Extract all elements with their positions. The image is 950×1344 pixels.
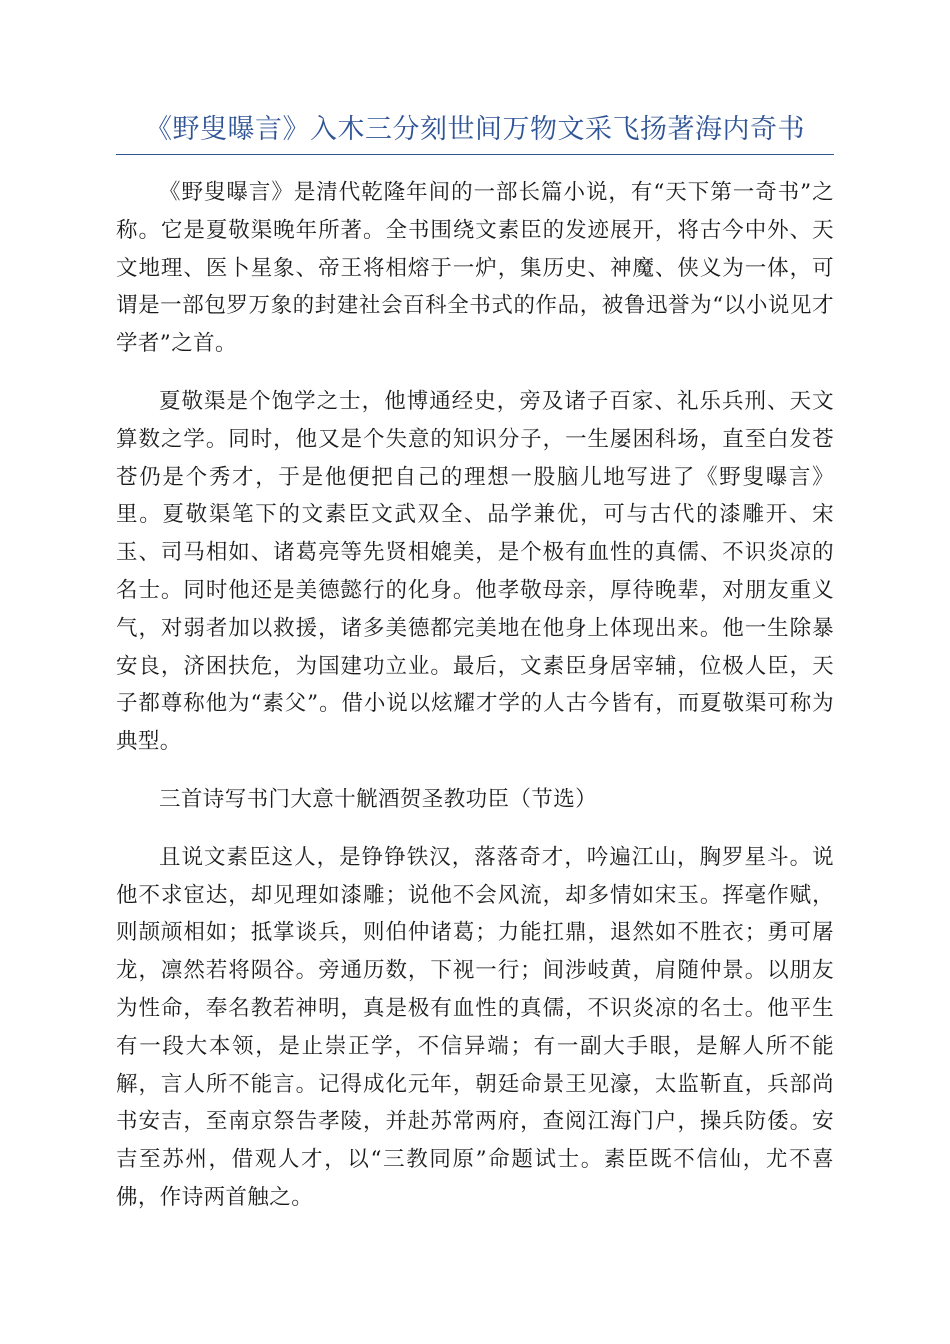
section-heading: 三首诗写书门大意十觥酒贺圣教功臣（节选） — [159, 786, 598, 812]
paragraph-excerpt: 且说文素臣这人，是铮铮铁汉，落落奇才，吟遍江山，胸罗星斗。说他不求宦达，却见理如漆雕；说他不会风流，却多情如宋玉。挥毫作赋，则颉颃相如；抵掌谈兵，则伯仲诸葛；力能扛鼎，退然如不胜衣；勇可屠龙，凛然若将陨谷。旁通历数，下视一行；间涉岐黄，肩随仲景。以朋友为性命，奉名教若神明，真是极有血性的真儒，不识炎凉的名士。他平生有一段大本领，是止崇正学，不信异端；有一副大手眼，是解人所不能解，言人所不能言。记得成化元年，朝廷命景王见濠，太监靳直，兵部尚书安吉，至南京祭告孝陵，并赴苏常两府，查阅江海门户，操兵防倭。安吉至苏州，借观人才，以“三教同原”命题试士。素臣既不信仙，尤不喜佛，作诗两首触之。 — [116, 844, 834, 1210]
document-title: 《野叟曝言》入木三分刻世间万物文采飞扬著海内奇书 — [145, 114, 805, 145]
paragraph-author: 夏敬渠是个饱学之士，他博通经史，旁及诸子百家、礼乐兵刑、天文算数之学。同时，他又是个失意的知识分子，一生屡困科场，直至白发苍苍仍是个秀才，于是他便把自己的理想一股脑儿地写进了《野叟曝言》里。夏敬渠笔下的文素臣文武双全、品学兼优，可与古代的漆雕开、宋玉、司马相如、诸葛亮等先贤相媲美，是个极有血性的真儒、不识炎凉的名士。同时他还是美德懿行的化身。他孝敬母亲，厚待晚辈，对朋友重义气，对弱者加以救援，诸多美德都完美地在他身上体现出来。他一生除暴安良，济困扶危，为国建功立业。最后，文素臣身居宰辅，位极人臣，天子都尊称他为“素父”。借小说以炫耀才学的人古今皆有，而夏敬渠可称为典型。 — [116, 388, 834, 755]
title-block — [116, 110, 834, 155]
document-body — [116, 174, 834, 1237]
paragraph-intro: 《野叟曝言》是清代乾隆年间的一部长篇小说，有“天下第一奇书”之称。它是夏敬渠晚年所著。全书围绕文素臣的发迹展开，将古今中外、天文地理、医卜星象、帝王将相熔于一炉，集历史、神魔、侠义为一体，可谓是一部包罗万象的封建社会百科全书式的作品，被鲁迅誉为“以小说见才学者”之首。 — [116, 180, 834, 357]
